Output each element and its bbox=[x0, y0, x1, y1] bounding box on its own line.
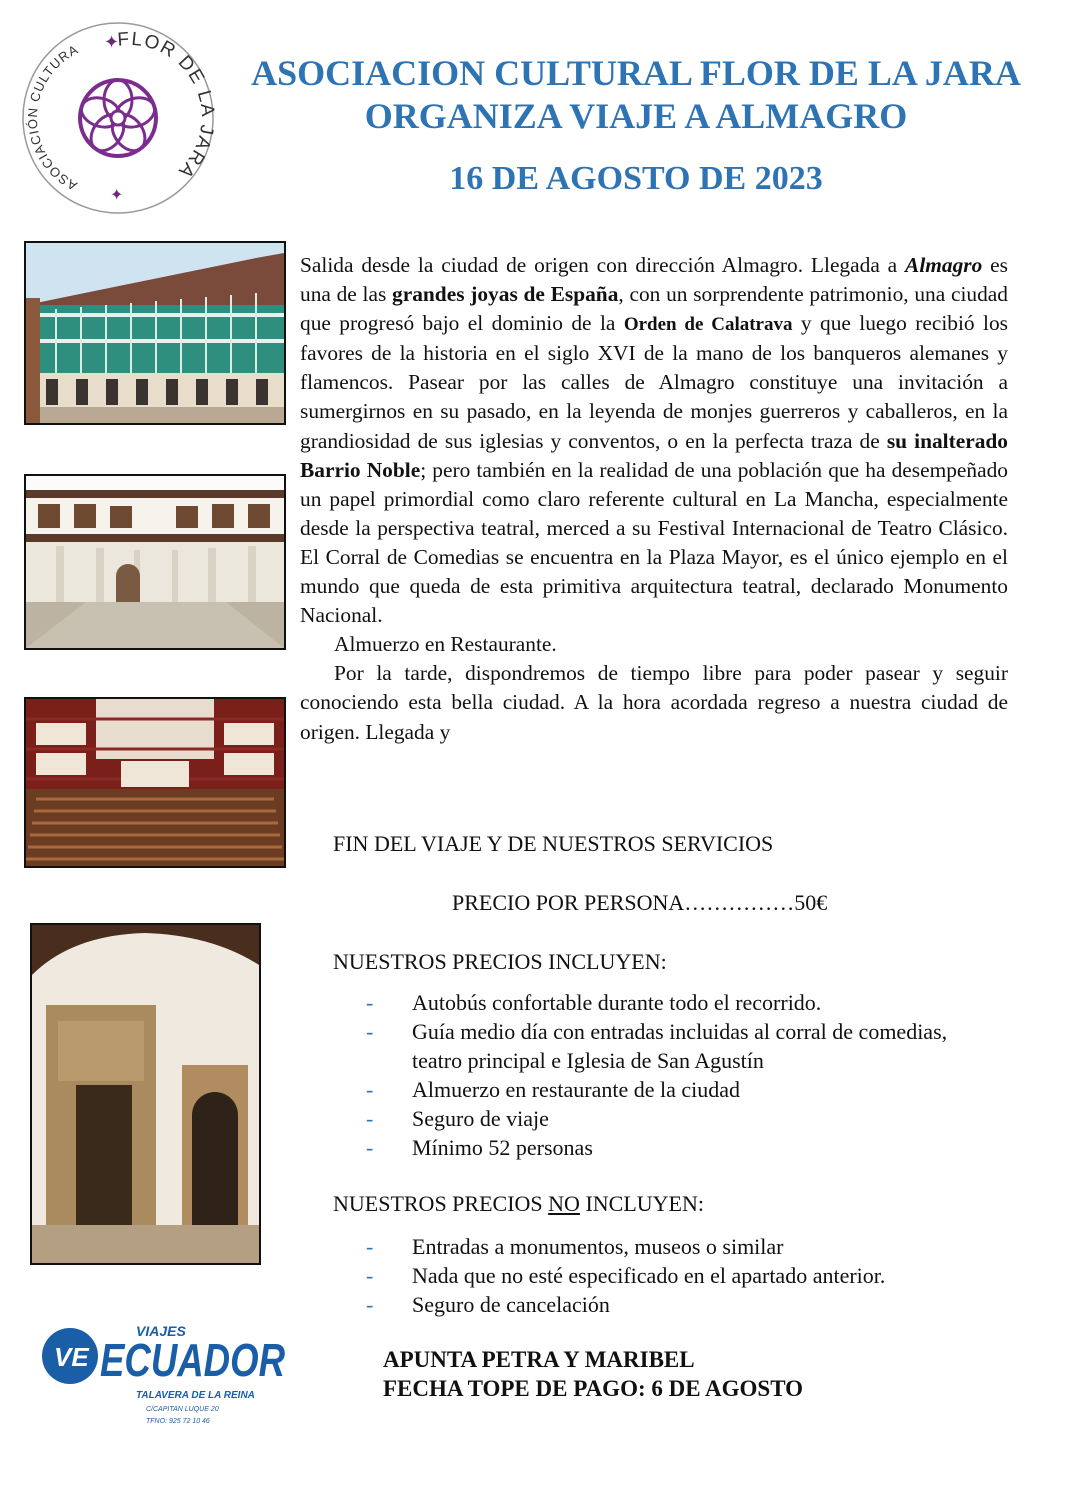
list-item: - Nada que no esté especificado en el apartado anterior. bbox=[366, 1263, 886, 1288]
svg-text:✦: ✦ bbox=[104, 32, 120, 52]
church-portal-photo bbox=[30, 923, 261, 1265]
header-line-2: ORGANIZA VIAJE A ALMAGRO bbox=[364, 96, 908, 136]
list-item: - Autobús confortable durante todo el recorrido. bbox=[366, 990, 822, 1015]
excludes-title: NUESTROS PRECIOS NO INCLUYEN: bbox=[333, 1191, 704, 1216]
trip-description bbox=[300, 251, 1008, 747]
svg-text:✦: ✦ bbox=[110, 187, 124, 204]
excludes-list bbox=[360, 1232, 1000, 1319]
corral-de-comedias-photo bbox=[24, 697, 286, 868]
trip-date: 16 DE AGOSTO DE 2023 bbox=[449, 160, 823, 197]
agency-name: ECUADOR bbox=[100, 1334, 285, 1386]
viajes-ecuador-logo bbox=[40, 1318, 290, 1438]
list-item: - Seguro de cancelación bbox=[366, 1292, 610, 1317]
end-of-trip-text: FIN DEL VIAJE Y DE NUESTROS SERVICIOS bbox=[333, 831, 774, 856]
lunch-paragraph: Almuerzo en Restaurante. bbox=[334, 632, 557, 657]
list-item: - Almuerzo en restaurante de la ciudad bbox=[366, 1077, 741, 1102]
association-logo bbox=[18, 18, 218, 218]
agency-phone: TFNO: 925 72 10 46 bbox=[146, 1418, 210, 1425]
includes-title: NUESTROS PRECIOS INCLUYEN: bbox=[333, 949, 667, 974]
plaza-mayor-photo bbox=[24, 241, 286, 425]
list-item: - Entradas a monumentos, museos o similar bbox=[366, 1234, 784, 1259]
contact-line: APUNTA PETRA Y MARIBEL bbox=[383, 1347, 695, 1372]
agency-address: C/CAPITAN LUQUE 20 bbox=[146, 1406, 219, 1413]
agency-city: TALAVERA DE LA REINA bbox=[136, 1390, 255, 1401]
price-per-person: PRECIO POR PERSONA……………50€ bbox=[452, 890, 828, 915]
list-item: - Seguro de viaje bbox=[366, 1106, 549, 1131]
agency-small-text: VIAJES bbox=[136, 1323, 186, 1339]
includes-list bbox=[360, 988, 960, 1162]
afternoon-paragraph: Por la tarde, dispondremos de tiempo libre para poder pasear y seguir conociendo esta bella ciudad. A la hora acordada regreso a nuestra ciudad de origen. Llegada y bbox=[300, 661, 1008, 744]
monogram-text: VE bbox=[54, 1342, 89, 1372]
list-item: - Mínimo 52 personas bbox=[366, 1135, 593, 1160]
header-line-1: ASOCIACION CULTURAL FLOR DE LA JARA bbox=[251, 53, 1021, 93]
payment-deadline: FECHA TOPE DE PAGO: 6 DE AGOSTO bbox=[383, 1376, 804, 1401]
list-item: - Guía medio día con entradas incluidas al corral de comedias, teatro principal e Iglesia de San Agustín bbox=[366, 1019, 948, 1073]
logo-text-left: ASOCIACIÓN CULTURA bbox=[24, 41, 81, 194]
description-paragraph: Salida desde la ciudad de origen con dirección Almagro. Llegada a Almagro es una de las grandes joyas de España, con un sorprendente patrimonio, una ciudad que progresó bajo el dominio de la Orden de Calatrava y que luego recibió los favores de la historia en el siglo XVI de la mano de los banqueros alemanes y flamencos. Pasear por las calles de Almagro constituye una invitación a sumergirnos en su pasado, en la leyenda de monjes guerreros y caballeros, en la grandiosidad de sus iglesias y conventos, o en la perfecta traza de su inalterado Barrio Noble; pero también en la realidad de una población que ha desempeñado un papel primordial como claro referente cultural en La Mancha, especialmente desde la perspectiva teatral, merced a su Festival Internacional de Teatro Clásico. El Corral de Comedias se encuentra en la Plaza Mayor, es el único ejemplo en el mundo que queda de esta primitiva arquitectura teatral, declarado Monumento Nacional. bbox=[300, 253, 1009, 628]
courtyard-photo bbox=[24, 474, 286, 650]
logo-text-right: FLOR DE LA JARA bbox=[116, 28, 218, 183]
